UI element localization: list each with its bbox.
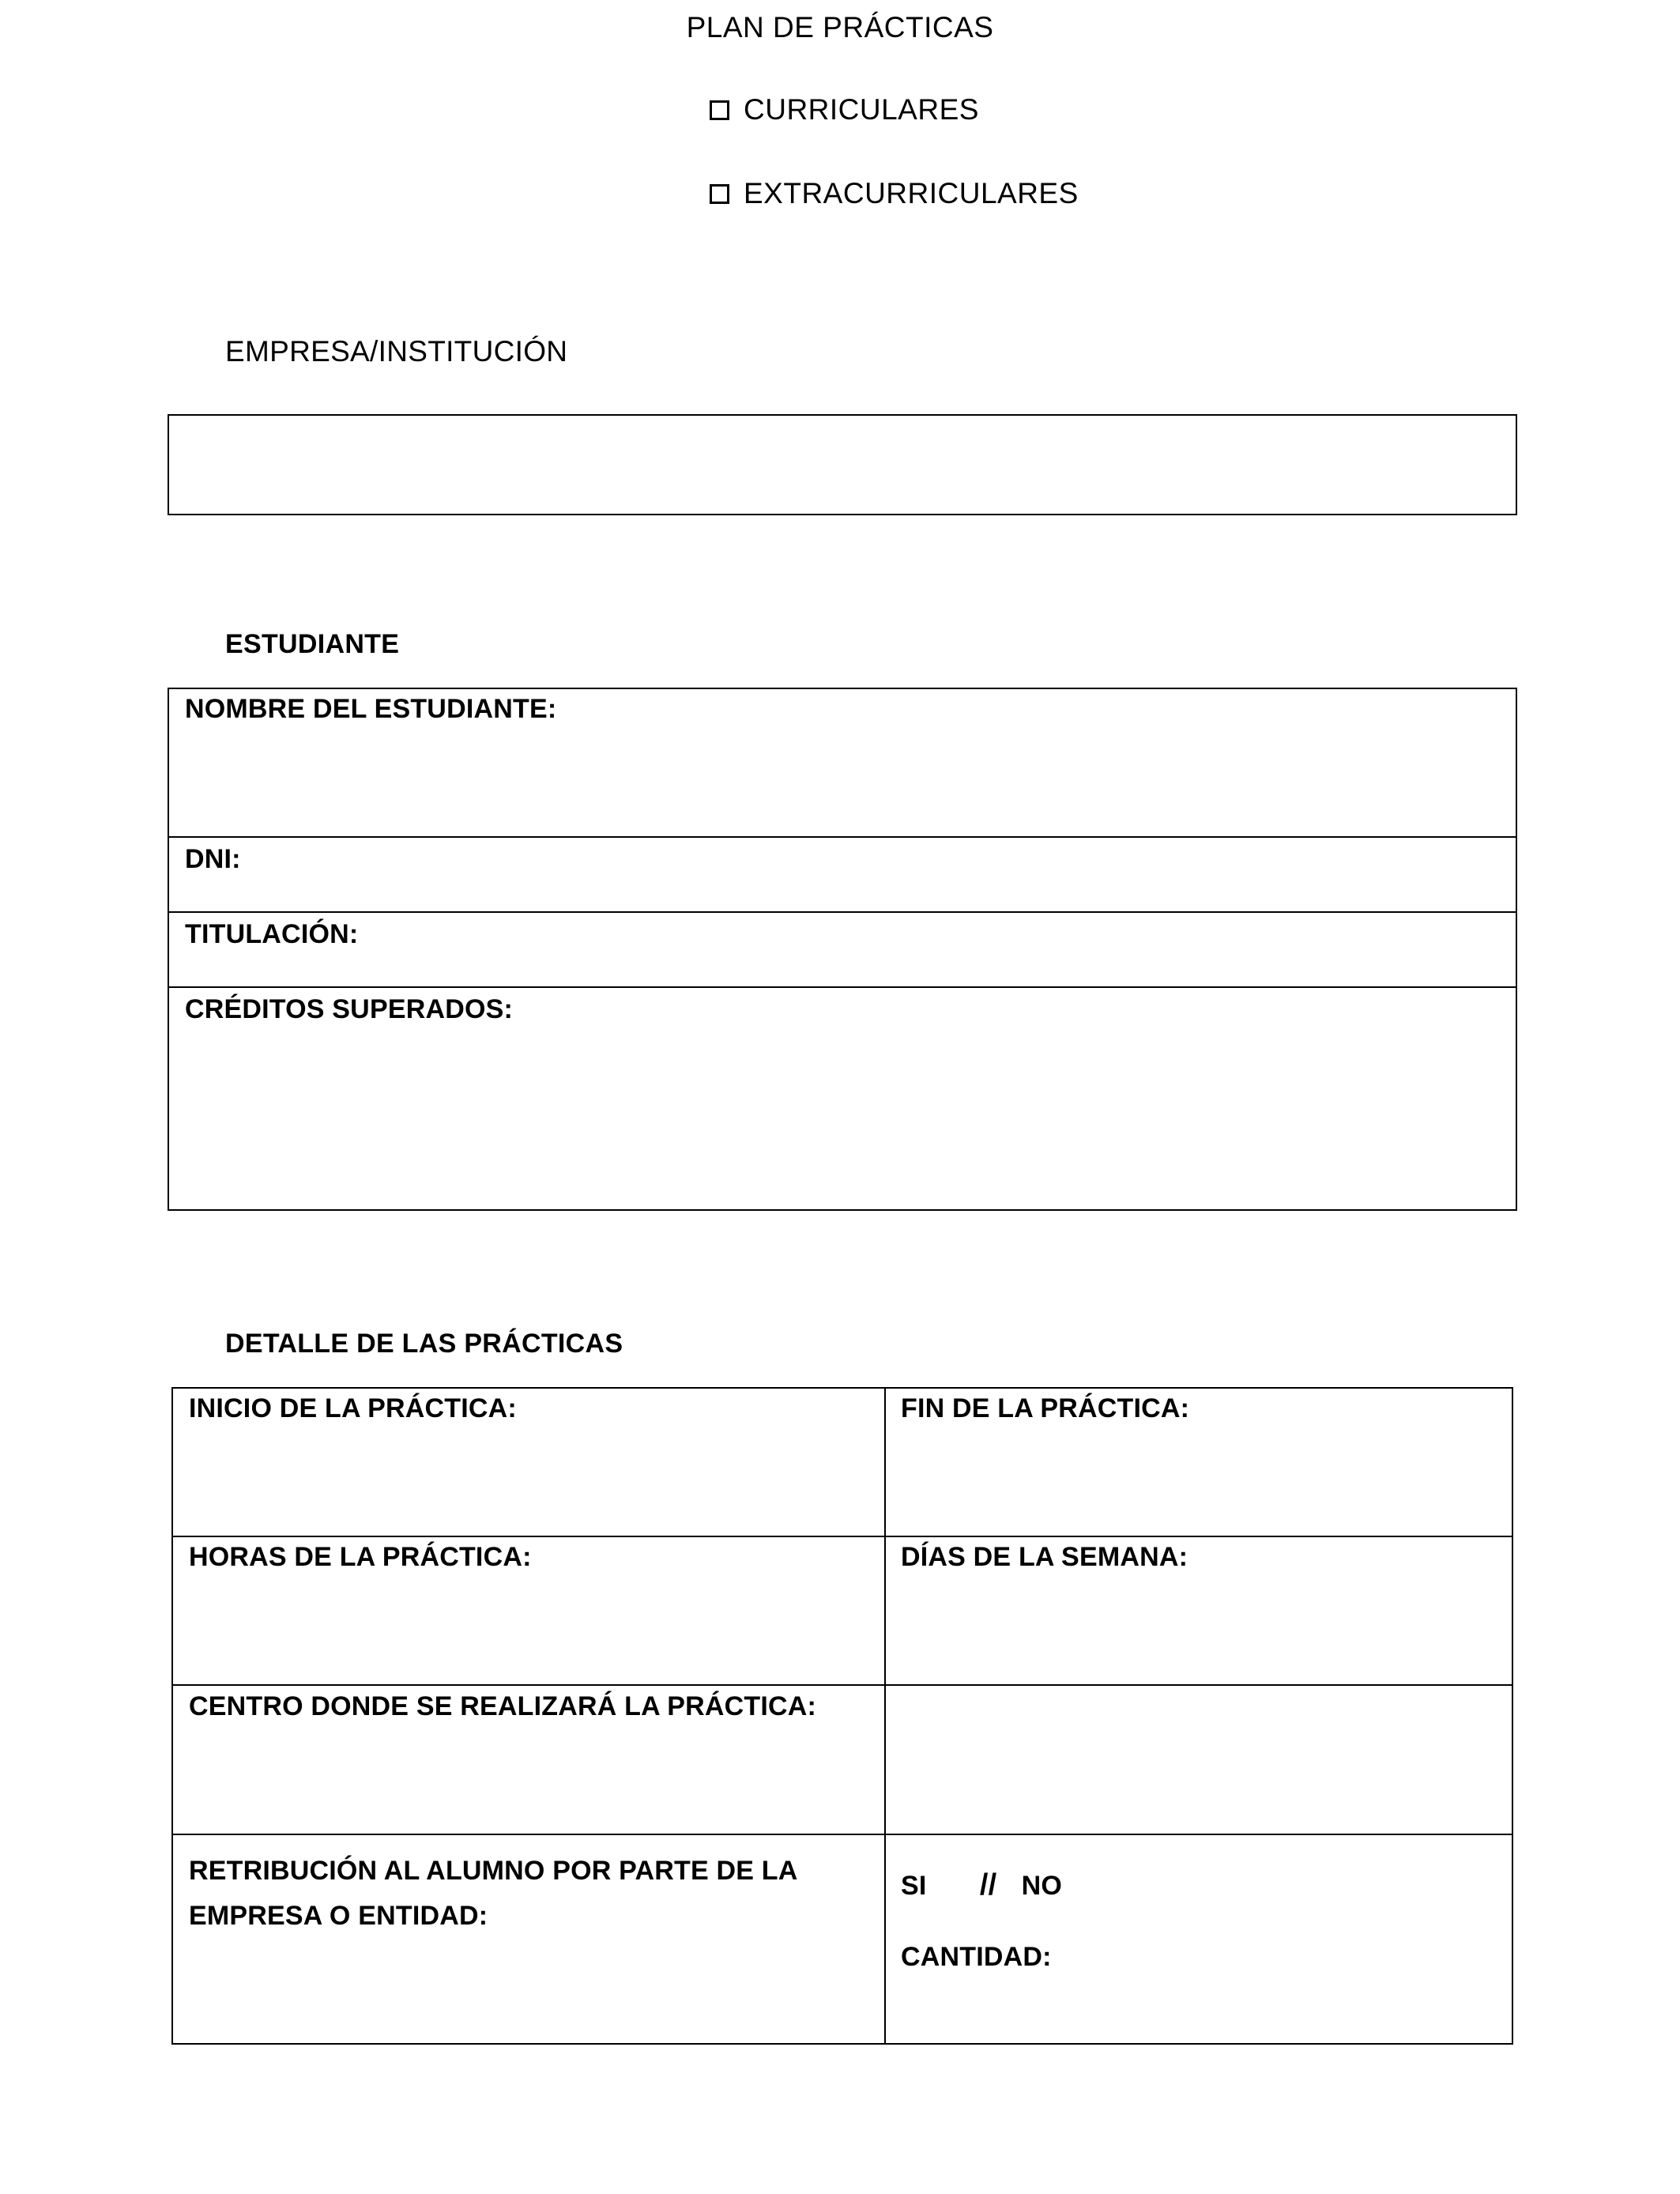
centro-practica-label: CENTRO DONDE SE REALIZARÁ LA PRÁCTICA: bbox=[189, 1691, 816, 1721]
inicio-practica-label: INICIO DE LA PRÁCTICA: bbox=[189, 1393, 517, 1423]
empresa-section-label: EMPRESA/INSTITUCIÓN bbox=[225, 335, 568, 368]
titulacion-field[interactable] bbox=[169, 913, 1516, 986]
centro-practica-field[interactable] bbox=[886, 1686, 1512, 1832]
fin-practica-field[interactable] bbox=[886, 1389, 1512, 1534]
creditos-superados-field[interactable] bbox=[169, 988, 1516, 1209]
page-title: PLAN DE PRÁCTICAS bbox=[686, 11, 994, 43]
retribucion-label-line1: RETRIBUCIÓN AL ALUMNO POR PARTE DE LA bbox=[189, 1856, 798, 1886]
retribucion-label-line2: EMPRESA O ENTIDAD: bbox=[189, 1901, 488, 1931]
si-no-separator: // bbox=[979, 1868, 997, 1902]
extracurriculares-label: EXTRACURRICULARES bbox=[744, 177, 1079, 209]
horas-practica-field[interactable] bbox=[173, 1537, 883, 1683]
estudiante-table bbox=[168, 688, 1517, 1211]
retribucion-si-no bbox=[901, 1868, 1062, 1902]
titulacion-label: TITULACIÓN: bbox=[185, 919, 359, 949]
detalle-section-label: DETALLE DE LAS PRÁCTICAS bbox=[225, 1329, 623, 1359]
dias-semana-field[interactable] bbox=[886, 1537, 1512, 1683]
row-divider bbox=[173, 1834, 1512, 1835]
nombre-estudiante-label: NOMBRE DEL ESTUDIANTE: bbox=[185, 694, 557, 724]
option-curriculares[interactable] bbox=[710, 93, 979, 126]
no-option[interactable]: NO bbox=[1021, 1871, 1063, 1901]
empresa-input-box[interactable] bbox=[168, 414, 1517, 515]
curriculares-label: CURRICULARES bbox=[744, 93, 979, 126]
extracurriculares-checkbox[interactable] bbox=[710, 184, 729, 204]
nombre-estudiante-field[interactable] bbox=[169, 689, 1516, 836]
fin-practica-label: FIN DE LA PRÁCTICA: bbox=[901, 1393, 1190, 1423]
detalle-table bbox=[171, 1387, 1513, 2045]
cantidad-label: CANTIDAD: bbox=[901, 1942, 1052, 1972]
si-option[interactable]: SI bbox=[901, 1871, 927, 1901]
creditos-superados-label: CRÉDITOS SUPERADOS: bbox=[185, 994, 514, 1024]
curriculares-checkbox[interactable] bbox=[710, 100, 729, 120]
estudiante-section-label: ESTUDIANTE bbox=[225, 629, 400, 659]
inicio-practica-field[interactable] bbox=[173, 1389, 883, 1534]
option-extracurriculares[interactable] bbox=[710, 177, 1079, 210]
dni-field[interactable] bbox=[169, 838, 1516, 910]
dni-label: DNI: bbox=[185, 844, 241, 874]
cantidad-field[interactable] bbox=[1074, 1934, 1501, 1981]
horas-practica-label: HORAS DE LA PRÁCTICA: bbox=[189, 1542, 532, 1572]
dias-semana-label: DÍAS DE LA SEMANA: bbox=[901, 1542, 1188, 1572]
